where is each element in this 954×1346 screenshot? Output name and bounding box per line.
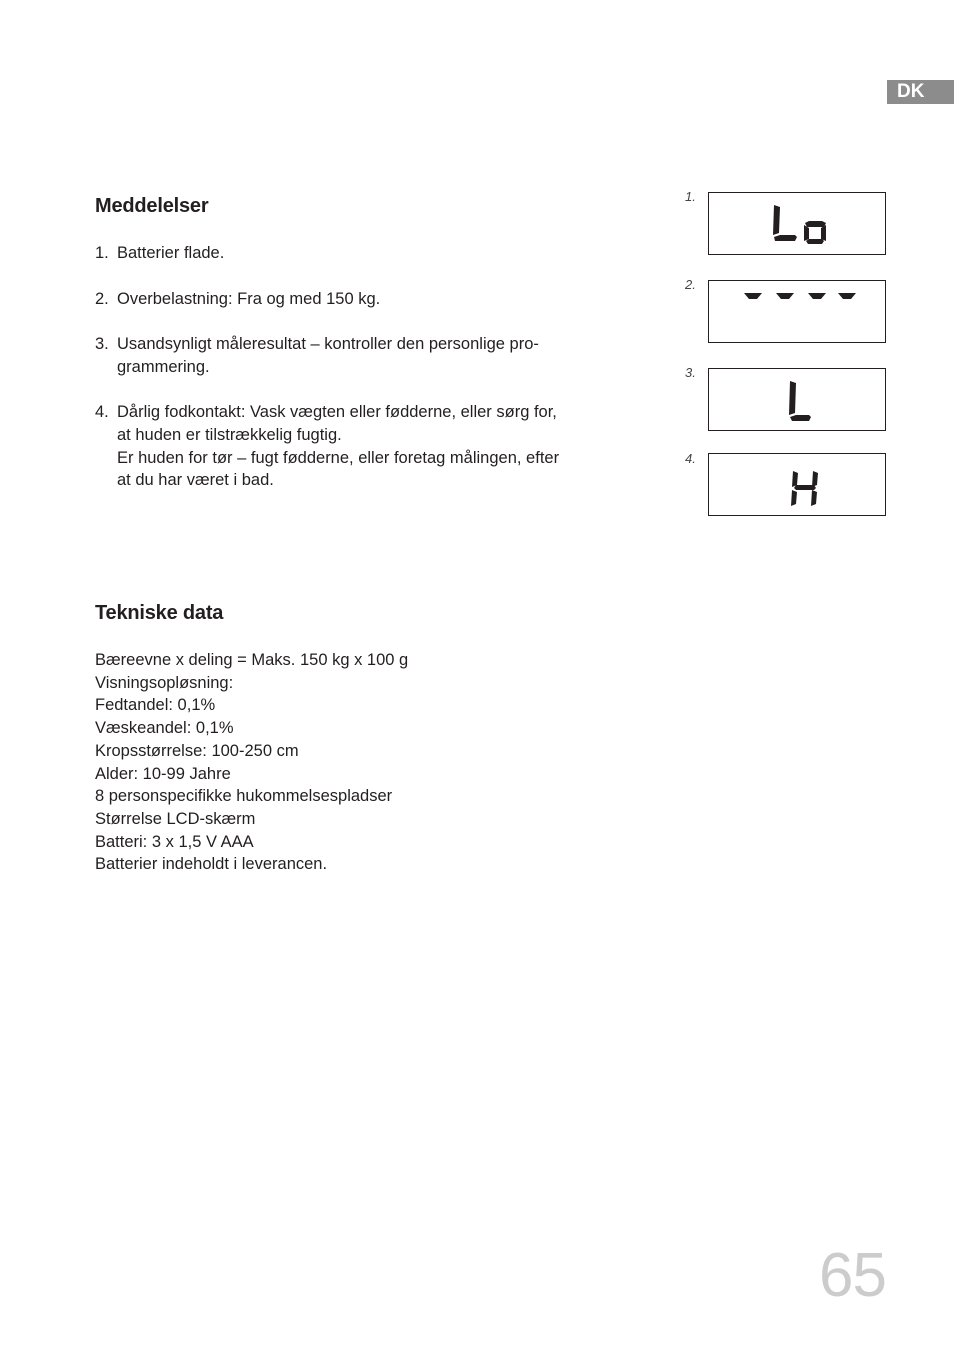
tech-heading: Tekniske data — [95, 602, 224, 624]
message-text: grammering. — [117, 357, 210, 376]
message-text: Batterier flade. — [117, 244, 225, 262]
spec-line: Bæreevne x deling = Maks. 150 kg x 100 g — [95, 651, 409, 669]
display-label-4: 4. — [685, 451, 696, 466]
lcd-l-icon — [709, 369, 887, 432]
spec-line: Kropsstørrelse: 100-250 cm — [95, 741, 299, 760]
message-number: 2. — [95, 289, 109, 308]
spec-line: Batteri: 3 x 1,5 V AAA — [95, 832, 254, 851]
message-number: 3. — [95, 335, 109, 354]
message-item-2 — [95, 288, 615, 311]
spec-line: Batterier indeholdt i leverancen. — [95, 855, 328, 874]
lcd-display-l — [708, 368, 886, 431]
page-number: 65 — [819, 1241, 886, 1310]
language-tab: DK — [887, 80, 954, 104]
spec-line: Visningsopløsning: — [95, 673, 234, 692]
message-text: Dårlig fodkontakt: Vask vægten eller fødderne, eller sørg for, — [117, 403, 557, 422]
spec-line: Væskeandel: 0,1% — [95, 719, 234, 738]
message-text: at huden er tilstrækkelig fugtig. — [117, 425, 342, 444]
lcd-dashes-icon — [709, 281, 887, 344]
lcd-lo-icon — [709, 193, 887, 256]
lcd-h-icon — [709, 454, 887, 517]
message-text: at du har været i bad. — [117, 471, 274, 490]
tech-specs-list — [95, 649, 408, 876]
spec-line: 8 personspecifikke hukommelsespladser — [95, 787, 393, 806]
display-label-1: 1. — [685, 189, 696, 204]
message-text: Er huden for tør – fugt fødderne, eller foretag målingen, efter — [117, 448, 560, 467]
spec-line: Alder: 10-99 Jahre — [95, 764, 231, 783]
spec-line: Størrelse LCD-skærm — [95, 809, 256, 828]
message-text: Overbelastning: Fra og med 150 kg. — [117, 289, 381, 308]
message-item-1 — [95, 242, 615, 265]
message-item-3 — [95, 333, 615, 378]
spec-line: Fedtandel: 0,1% — [95, 696, 216, 715]
message-text: Usandsynligt måleresultat – kontroller den personlige pro- — [117, 335, 539, 354]
messages-list — [95, 242, 615, 515]
message-number: 4. — [95, 403, 109, 422]
lcd-display-overload — [708, 280, 886, 343]
message-item-4 — [95, 401, 615, 491]
display-label-2: 2. — [685, 277, 696, 292]
messages-heading: Meddelelser — [95, 195, 209, 217]
lcd-display-lo — [708, 192, 886, 255]
lcd-display-h — [708, 453, 886, 516]
display-label-3: 3. — [685, 365, 696, 380]
message-number: 1. — [95, 244, 109, 262]
